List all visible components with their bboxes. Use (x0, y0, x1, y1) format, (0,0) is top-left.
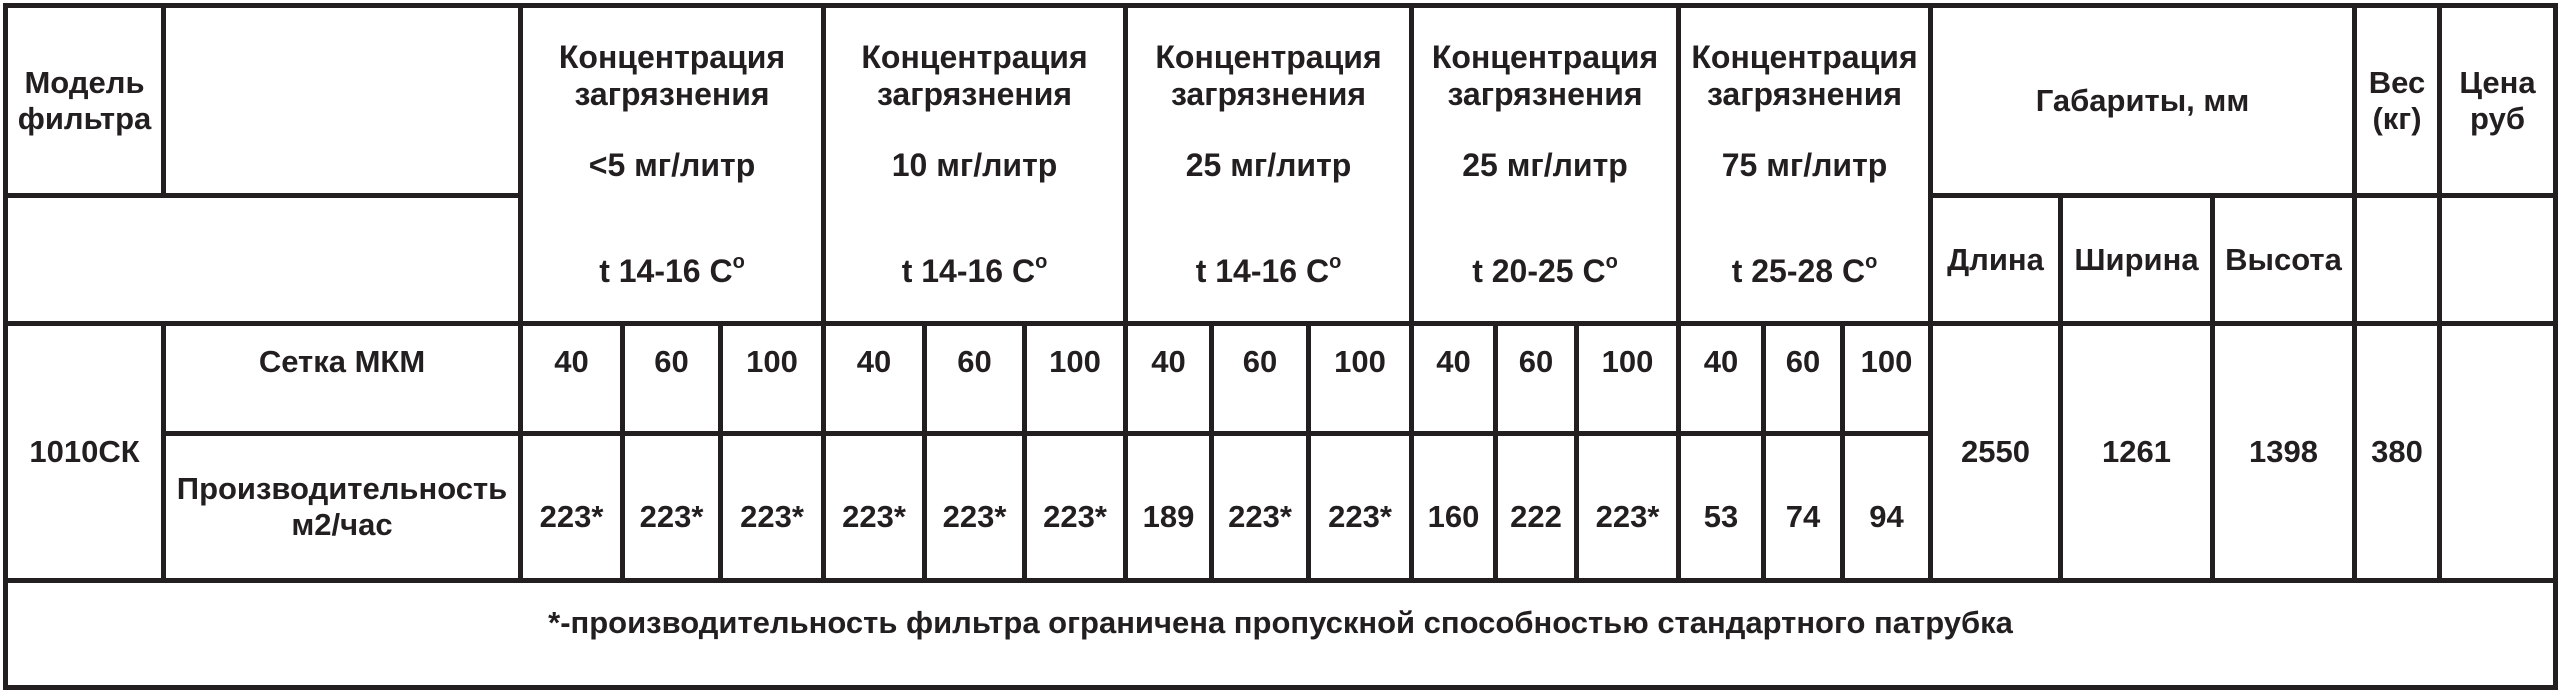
mesh-value: 100 (1577, 324, 1679, 434)
price-header: Цена руб (2440, 6, 2556, 196)
mesh-row (6, 324, 2556, 434)
mesh-value: 40 (1679, 324, 1764, 434)
performance-value: 94 (1843, 434, 1931, 581)
performance-label: Производительность м2/час (164, 434, 521, 581)
price-value (2440, 324, 2556, 581)
mesh-value: 100 (1843, 324, 1931, 434)
performance-value: 223* (721, 434, 824, 581)
degree-sign: o (732, 251, 745, 274)
dimensions-header: Габариты, мм (1931, 6, 2355, 196)
conc-title: Концентрация загрязнения (861, 38, 1088, 112)
degree-sign: o (1865, 251, 1878, 274)
mesh-value: 60 (1212, 324, 1309, 434)
performance-value: 53 (1679, 434, 1764, 581)
length-header: Длина (1931, 196, 2061, 324)
empty-header-cell (164, 6, 521, 196)
concentration-header-1 (521, 6, 824, 324)
concentration-header-3 (1126, 6, 1412, 324)
performance-value: 160 (1412, 434, 1496, 581)
temperature-label: t 20-25 $C^o$ (1472, 251, 1618, 290)
conc-value: <5 мг/литр (588, 146, 756, 183)
mesh-value: 60 (1496, 324, 1577, 434)
weight-value: 380 (2355, 324, 2440, 581)
mesh-value: 60 (1764, 324, 1843, 434)
concentration-header-4 (1412, 6, 1679, 324)
width-header: Ширина (2061, 196, 2213, 324)
mesh-value: 40 (521, 324, 623, 434)
performance-value: 189 (1126, 434, 1212, 581)
temperature-label: t 14-16 $C^o$ (901, 251, 1048, 290)
temperature-label: t 25-28 $C^o$ (1731, 251, 1878, 290)
mesh-value: 60 (623, 324, 721, 434)
performance-value: 223* (824, 434, 925, 581)
mesh-value: 40 (824, 324, 925, 434)
mesh-label: Сетка МКМ (164, 324, 521, 434)
mesh-value: 40 (1126, 324, 1212, 434)
mesh-value: 100 (1025, 324, 1126, 434)
performance-value: 223* (1212, 434, 1309, 581)
performance-value: 223* (1577, 434, 1679, 581)
footnote-row (6, 581, 2556, 688)
header-row-1 (6, 6, 2556, 196)
model-cell: 1010СК (6, 324, 164, 581)
concentration-header-5 (1679, 6, 1931, 324)
performance-value: 74 (1764, 434, 1843, 581)
height-header: Высота (2213, 196, 2355, 324)
height-value: 1398 (2213, 324, 2355, 581)
temperature-label: t 14-16 $C^o$ (1195, 251, 1342, 290)
temperature-label: t 14-16 $C^o$ (599, 251, 745, 290)
empty-price-subheader (2440, 196, 2556, 324)
performance-value: 223* (521, 434, 623, 581)
conc-value: 75 мг/литр (1721, 146, 1888, 183)
performance-value: 223* (1309, 434, 1412, 581)
mesh-value: 40 (1412, 324, 1496, 434)
width-value: 1261 (2061, 324, 2213, 581)
performance-value: 223* (1025, 434, 1126, 581)
weight-header: Вес (кг) (2355, 6, 2440, 196)
length-value: 2550 (1931, 324, 2061, 581)
conc-value: 25 мг/литр (1462, 146, 1628, 183)
empty-subheader-cell (6, 196, 521, 324)
degree-sign: o (1329, 251, 1342, 274)
degree-sign: o (1035, 251, 1048, 274)
mesh-value: 100 (1309, 324, 1412, 434)
filter-spec-table (3, 3, 2558, 690)
conc-value: 25 мг/литр (1185, 146, 1352, 183)
empty-weight-subheader (2355, 196, 2440, 324)
concentration-header-2 (824, 6, 1126, 324)
performance-value: 222 (1496, 434, 1577, 581)
conc-title: Концентрация загрязнения (1155, 38, 1382, 112)
degree-sign: o (1605, 251, 1618, 274)
footnote: *-производительность фильтра ограничена пропускной способностью стандартного патрубка (6, 581, 2556, 688)
conc-title: Концентрация загрязнения (1691, 38, 1918, 112)
conc-title: Концентрация загрязнения (1431, 38, 1659, 112)
model-header-cell: Модель фильтра (6, 6, 164, 196)
performance-value: 223* (925, 434, 1025, 581)
mesh-value: 100 (721, 324, 824, 434)
conc-value: 10 мг/литр (891, 146, 1058, 183)
performance-value: 223* (623, 434, 721, 581)
conc-title: Концентрация загрязнения (558, 38, 786, 112)
mesh-value: 60 (925, 324, 1025, 434)
